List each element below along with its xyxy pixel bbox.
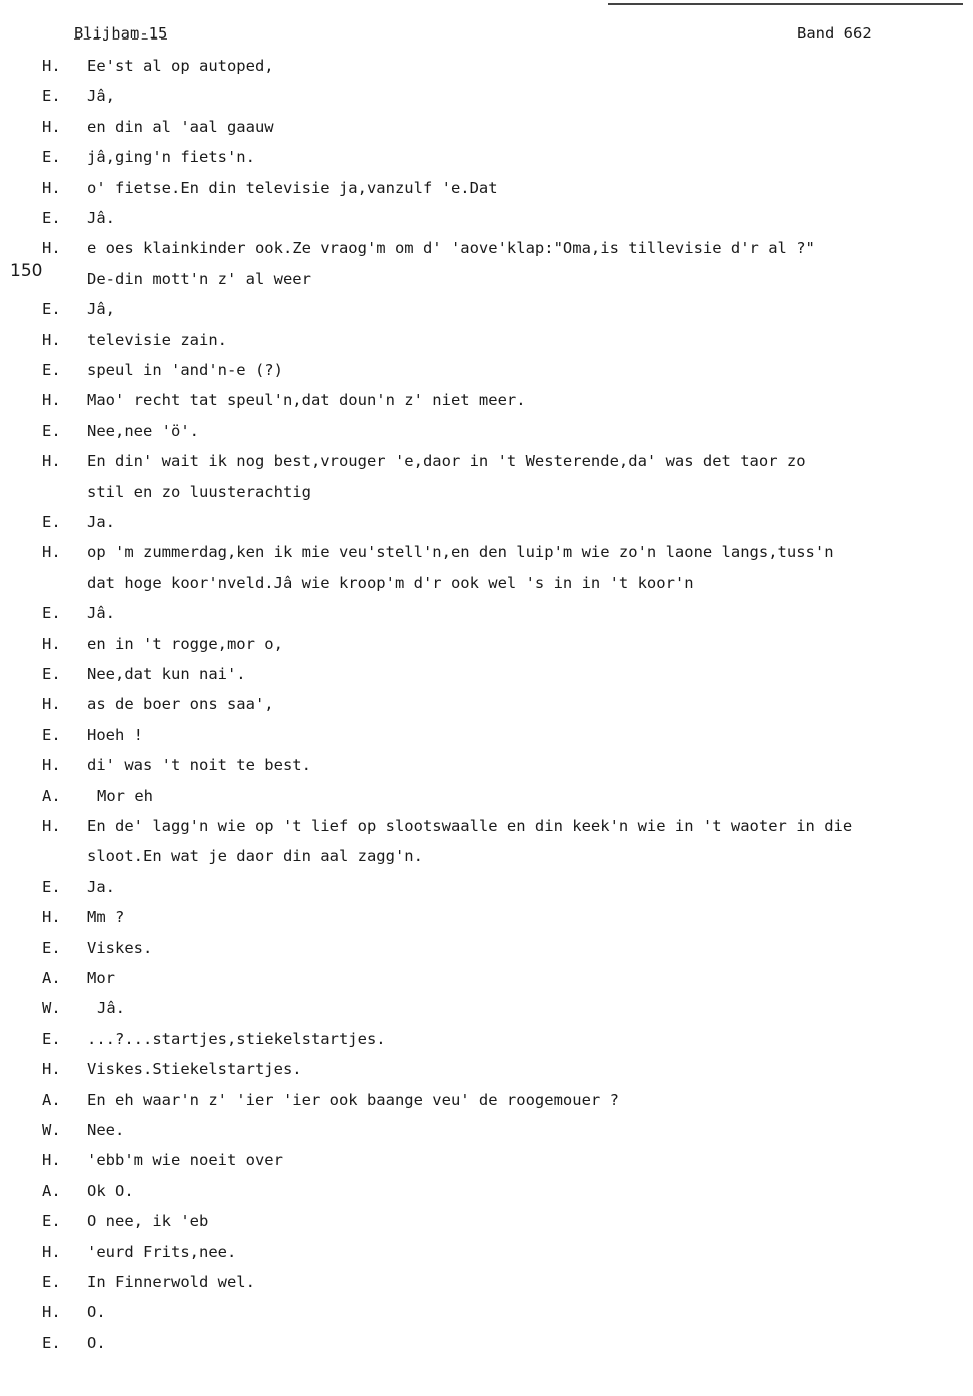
speaker-label: E. [42, 725, 61, 744]
transcript-line [0, 513, 973, 543]
utterance-text: Mao' recht tat speul'n,dat doun'n z' niet meer. [87, 391, 526, 410]
utterance-text: e oes klainkinder ook.Ze vraog'm om d' 'aove'klap:"Oma,is tillevisie d'r al ?" [87, 239, 815, 258]
speaker-label: H. [42, 695, 61, 714]
utterance-text: stil en zo luusterachtig [87, 482, 311, 501]
speaker-label: A. [42, 1181, 61, 1200]
transcript-line [0, 969, 973, 999]
utterance-text: Jâ. [87, 604, 115, 623]
speaker-label: E. [42, 148, 61, 167]
transcript-line [0, 939, 973, 969]
utterance-text: Jâ, [87, 87, 115, 106]
utterance-text: Viskes.Stiekelstartjes. [87, 1060, 302, 1079]
transcript-line [0, 726, 973, 756]
transcript-line [0, 300, 973, 330]
utterance-text: En eh waar'n z' 'ier 'ier ook baange veu' de roogemouer ? [87, 1090, 619, 1109]
transcript-line [0, 1243, 973, 1273]
transcript-line [0, 847, 973, 877]
speaker-label: H. [42, 178, 61, 197]
utterance-text: 'ebb'm wie noeit over [87, 1151, 283, 1170]
transcript-line [0, 1151, 973, 1181]
speaker-label: E. [42, 513, 61, 531]
transcript-line [0, 604, 973, 634]
utterance-text: Ok O. [87, 1181, 134, 1200]
transcript-line [0, 148, 973, 178]
utterance-text: O. [87, 1303, 106, 1322]
utterance-text: Nee. [87, 1121, 125, 1139]
utterance-text: O. [87, 1333, 106, 1352]
speaker-label: E. [42, 877, 61, 896]
utterance-text: di' was 't noit te best. [87, 756, 311, 775]
utterance-text: En din' wait ik nog best,vrouger 'e,daor in 't Westerende,da' was det taor zo [87, 452, 806, 471]
speaker-label: H. [42, 756, 61, 775]
speaker-label: A. [42, 786, 61, 805]
transcript-line [0, 452, 973, 482]
speaker-label: E. [42, 421, 61, 440]
speaker-label: E. [42, 87, 61, 106]
utterance-text: De-din mott'n z' al weer [87, 269, 311, 288]
utterance-text: ...?...startjes,stiekelstartjes. [87, 1029, 386, 1048]
speaker-label: H. [42, 1151, 61, 1170]
speaker-label: H. [42, 1303, 61, 1322]
transcript-line [0, 361, 973, 391]
speaker-label: H. [42, 239, 61, 258]
speaker-label: A. [42, 1090, 61, 1109]
transcript-line [0, 878, 973, 908]
transcript-line [0, 817, 973, 847]
transcript-line [0, 57, 973, 87]
speaker-label: E. [42, 938, 61, 957]
speaker-label: H. [42, 1242, 61, 1261]
transcript-line [0, 756, 973, 786]
speaker-label: H. [42, 452, 61, 471]
transcript-line [0, 635, 973, 665]
transcript-line [0, 908, 973, 938]
utterance-text: In Finnerwold wel. [87, 1273, 255, 1291]
transcript-line [0, 118, 973, 148]
utterance-text: Jâ. [97, 999, 125, 1018]
transcript-line [0, 1334, 973, 1364]
transcript-line [0, 87, 973, 117]
utterance-text: Hoeh ! [87, 725, 143, 744]
speaker-label: E. [42, 300, 61, 319]
utterance-text: Ee'st al op autoped, [87, 57, 274, 75]
utterance-text: Nee,dat kun nai'. [87, 665, 246, 683]
margin-line-number: 150 [10, 261, 43, 281]
transcript-line [0, 179, 973, 209]
transcript-line [0, 1182, 973, 1212]
utterance-text: Jâ. [87, 209, 115, 227]
utterance-text: Ja. [87, 513, 115, 531]
utterance-text: op 'm zummerdag,ken ik mie veu'stell'n,en den luip'm wie zo'n laone langs,tuss'n [87, 543, 834, 562]
utterance-text: Nee,nee 'ö'. [87, 421, 199, 440]
transcript-line [0, 209, 973, 239]
transcript-line [0, 1273, 973, 1303]
utterance-text: jâ,ging'n fiets'n. [87, 148, 255, 167]
transcript-line [0, 239, 973, 269]
speaker-label: H. [42, 1060, 61, 1079]
transcript-line [0, 1121, 973, 1151]
band-number: Band 662 [797, 24, 872, 42]
speaker-label: E. [42, 665, 61, 683]
utterance-text: sloot.En wat je daor din aal zagg'n. [87, 847, 423, 866]
utterance-text: Mor [87, 969, 115, 987]
utterance-text: Viskes. [87, 938, 153, 957]
speaker-label: H. [42, 543, 61, 562]
utterance-text: Mor eh [97, 786, 153, 805]
transcript-line [0, 574, 973, 604]
speaker-label: H. [42, 908, 61, 927]
transcript-line [0, 665, 973, 695]
transcript-line [0, 695, 973, 725]
transcript-line [0, 483, 973, 513]
top-rule [608, 3, 963, 5]
utterance-text: Mm ? [87, 908, 125, 927]
utterance-text: televisie zain. [87, 330, 227, 349]
speaker-label: E. [42, 1333, 61, 1352]
speaker-label: E. [42, 604, 61, 623]
speaker-label: W. [42, 1121, 61, 1139]
speaker-label: E. [42, 209, 61, 227]
utterance-text: speul in 'and'n-e (?) [87, 361, 283, 379]
utterance-text: dat hoge koor'nveld.Jâ wie kroop'm d'r ook wel 's in in 't koor'n [87, 573, 694, 592]
speaker-label: E. [42, 1029, 61, 1048]
transcript-line [0, 787, 973, 817]
transcript-line [0, 1030, 973, 1060]
utterance-text: 'eurd Frits,nee. [87, 1242, 237, 1261]
utterance-text: Ja. [87, 877, 115, 896]
transcript-line [0, 391, 973, 421]
utterance-text: En de' lagg'n wie op 't lief op slootswaalle en din keek'n wie in 't waoter in die [87, 817, 853, 835]
speaker-label: H. [42, 817, 61, 835]
speaker-label: A. [42, 969, 61, 987]
speaker-label: H. [42, 117, 61, 136]
utterance-text: o' fietse.En din televisie ja,vanzulf 'e.Dat [87, 178, 498, 197]
utterance-text: en in 't rogge,mor o, [87, 634, 283, 653]
transcript-line [0, 1060, 973, 1090]
transcript-line [0, 270, 973, 300]
speaker-label: H. [42, 391, 61, 410]
utterance-text: en din al 'aal gaauw [87, 117, 274, 136]
speaker-label: H. [42, 634, 61, 653]
speaker-label: E. [42, 1212, 61, 1231]
speaker-label: E. [42, 1273, 61, 1291]
speaker-label: H. [42, 330, 61, 349]
speaker-label: H. [42, 57, 61, 75]
transcript-line [0, 1091, 973, 1121]
speaker-label: W. [42, 999, 61, 1018]
utterance-text: O nee, ik 'eb [87, 1212, 209, 1231]
speaker-label: E. [42, 361, 61, 379]
transcript-line [0, 331, 973, 361]
transcript-line [0, 1212, 973, 1242]
transcript-line [0, 1303, 973, 1333]
transcript-line [0, 422, 973, 452]
utterance-text: as de boer ons saa', [87, 695, 274, 714]
transcript-line [0, 999, 973, 1029]
utterance-text: Jâ, [87, 300, 115, 319]
transcript-line [0, 543, 973, 573]
document-title: Blijham-15 [74, 24, 168, 42]
